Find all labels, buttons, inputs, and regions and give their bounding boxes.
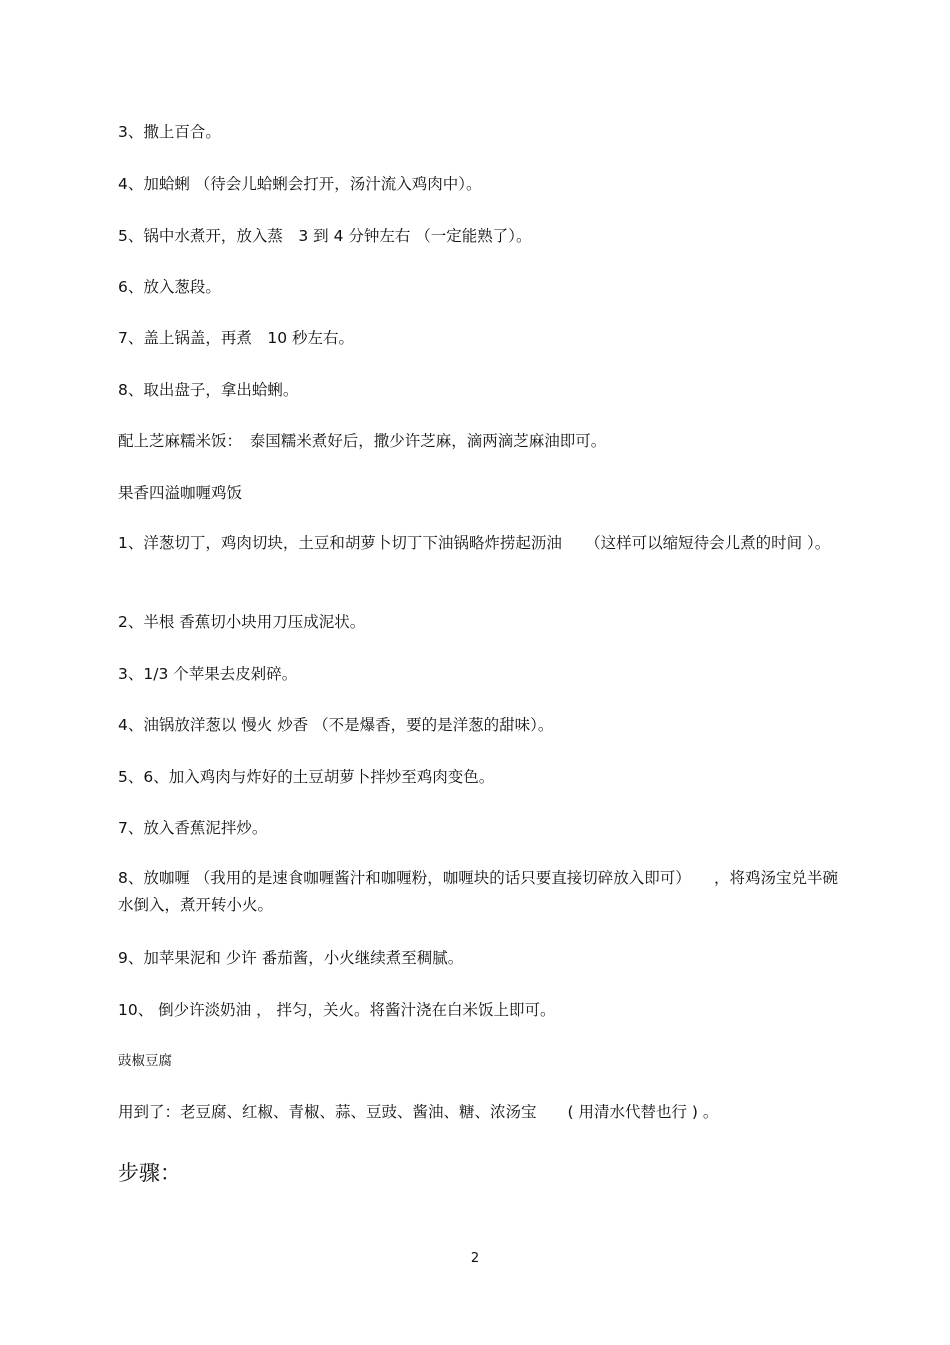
- step-8-take-out: 8、取出盘子，拿出蛤蜊。: [118, 381, 299, 399]
- curry-step-2: 2、半根 香蕉切小块用刀压成泥状。: [118, 613, 366, 631]
- curry-step-9: 9、加苹果泥和 少许 番茄酱，小火继续煮至稠腻。: [118, 949, 464, 967]
- steps-heading: 步骤：: [118, 1161, 181, 1185]
- curry-step-3: 3、1/3 个苹果去皮剁碎。: [118, 665, 298, 683]
- page-number: 2: [470, 1251, 480, 1266]
- step-7-cover-lid: 7、盖上锅盖，再煮 10 秒左右。: [118, 329, 355, 347]
- curry-step-10: 10、 倒少许淡奶油 ， 拌匀，关火。将酱汁浇在白米饭上即可。: [118, 1001, 556, 1019]
- curry-step-1: 1、洋葱切丁，鸡肉切块，土豆和胡萝卜切丁下油锅略炸捞起沥油 （这样可以缩短待会儿煮的时间 ）。: [118, 534, 831, 552]
- curry-step-5-6: 5、6、加入鸡肉与炸好的土豆胡萝卜拌炒至鸡肉变色。: [118, 768, 495, 786]
- curry-step-7: 7、放入香蕉泥拌炒。: [118, 819, 268, 837]
- curry-step-8: 8、放咖喱 （我用的是速食咖喱酱汁和咖喱粉，咖喱块的话只要直接切碎放入即可） ，将鸡汤宝兑半碗水倒入，煮开转小火。: [118, 869, 839, 914]
- curry-step-4: 4、油锅放洋葱以 慢火 炒香 （不是爆香，要的是洋葱的甜味）。: [118, 716, 554, 734]
- tofu-ingredients: 用到了：老豆腐、红椒、青椒、蒜、豆豉、酱油、糖、浓汤宝 ( 用清水代替也行 ) 。: [118, 1103, 719, 1121]
- step-6-add-scallion: 6、放入葱段。: [118, 278, 221, 296]
- sesame-rice-note: 配上芝麻糯米饭： 泰国糯米煮好后，撒少许芝麻，滴两滴芝麻油即可。: [118, 432, 607, 450]
- recipe-title-black-bean-tofu: 豉椒豆腐: [118, 1053, 172, 1069]
- step-5-steam: 5、锅中水煮开，放入蒸 3 到 4 分钟左右 （一定能熟了）。: [118, 227, 532, 245]
- step-4-add-clams: 4、加蛤蜊 （待会儿蛤蜊会打开，汤汁流入鸡肉中）。: [118, 175, 482, 193]
- step-3-sprinkle-lily: 3、撒上百合。: [118, 123, 221, 141]
- recipe-title-curry-chicken-rice: 果香四溢咖喱鸡饭: [118, 484, 243, 502]
